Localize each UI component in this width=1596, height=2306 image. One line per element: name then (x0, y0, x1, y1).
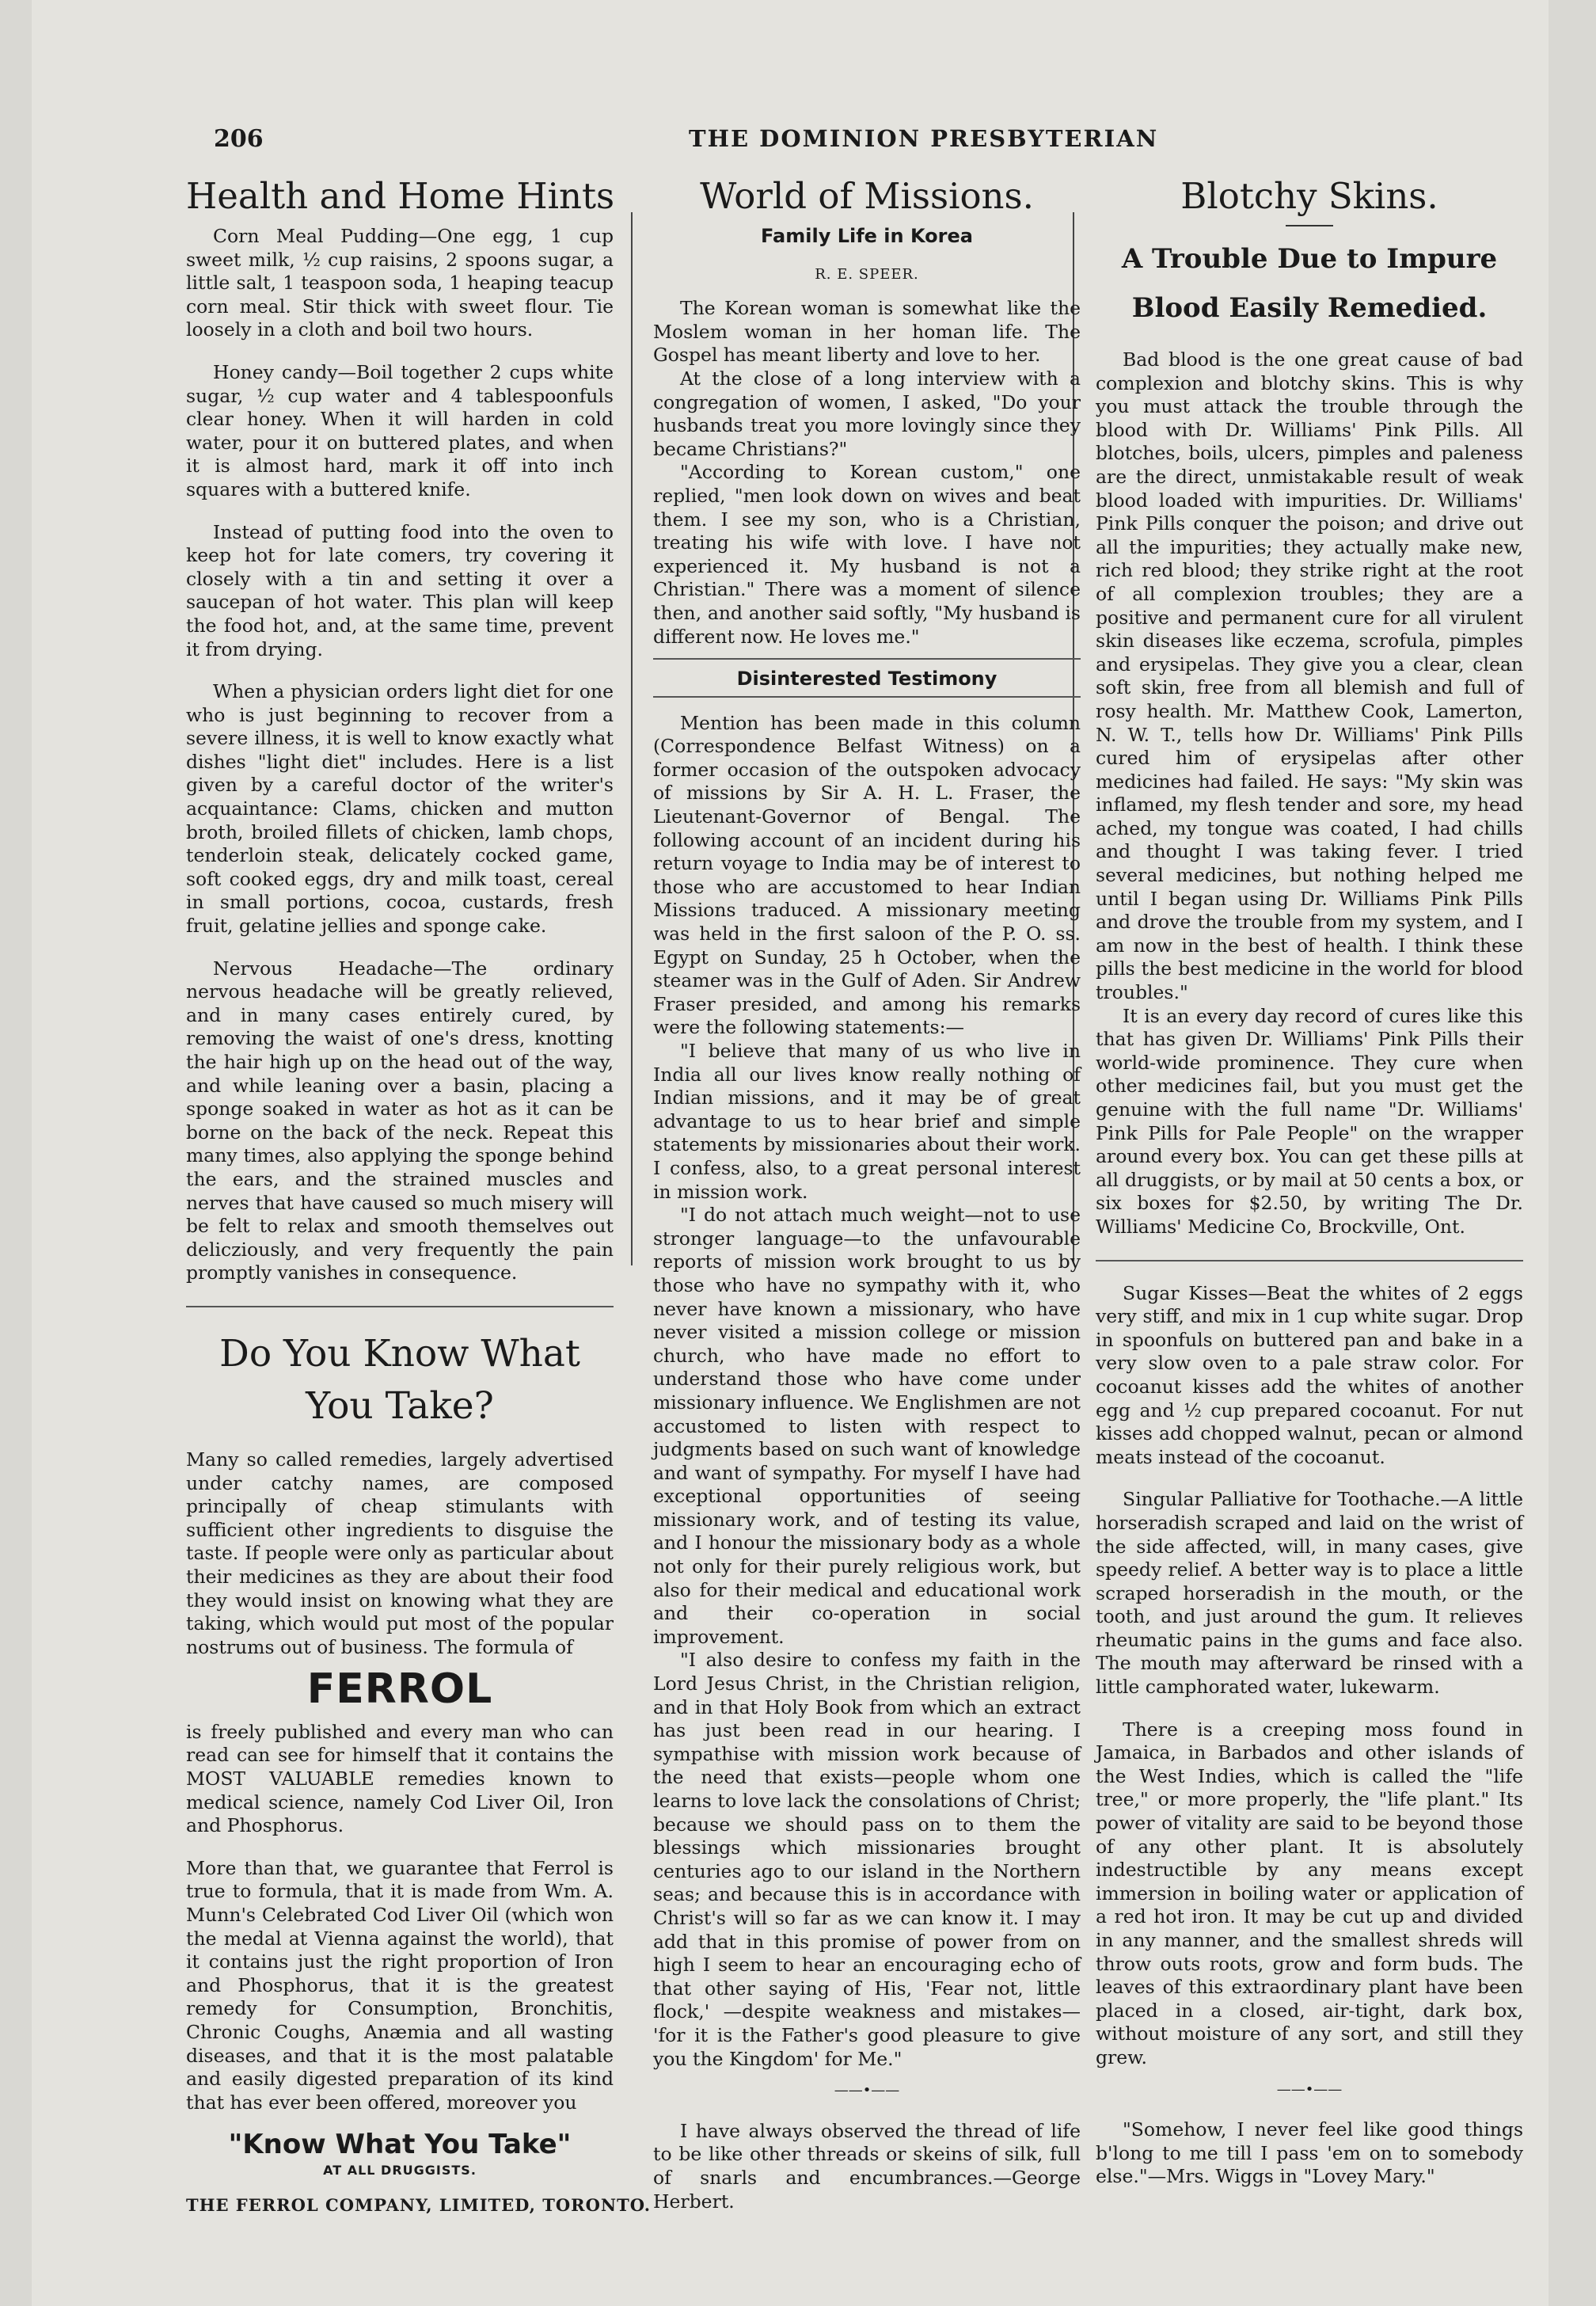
life-plant-paragraph: There is a creeping moss found in Jamaica, in Barbados and other islands of the West Indies, which is called the "life tree," or more properly, the "life plant." Its power of vitality are said to be beyond those of any other plant. It is absolutely indestructible by any means except immersion in boiling water or application of a red hot iron. It may be cut up and divided in any manner, and the smallest shreds will throw outs roots, grow and form buds. The leaves of this extraordinary plant have been placed in a closed, air-tight, dark box, without moisture of any sort, and still they grew. (1096, 1718, 1523, 2068)
short-rule (1286, 225, 1333, 226)
page-header (214, 125, 1159, 157)
ad-intro: Many so called remedies, largely advertised under catchy names, are composed principally of cheap stimulants with sufficient other ingredients to disguise the taste. If people were only as particular about their medicines as they are about their food they would insist on knowing what they are taking, which would put most of the popular nostrums out of business. The formula of (186, 1448, 614, 1658)
toothache-paragraph: Singular Palliative for Toothache.—A little horseradish scraped and laid on the wrist of the side affected, will, in many cases, give speedy relief. A better way is to place a little scraped horseradish in the mouth, or the tooth, and just around the gum. It relieves rheumatic pains in the gums and face also. The mouth may afterward be rinsed with a little camphorated water, lukewarm. (1096, 1488, 1523, 1699)
column-rule-left (631, 212, 633, 1265)
blood-subtitle-line-2: Blood Easily Remedied. (1131, 292, 1488, 324)
testimony-heading: Disinterested Testimony (736, 668, 998, 691)
column-blotchy-skins (1096, 174, 1523, 2208)
column-health (186, 174, 652, 2217)
family-paragraph-2: At the close of a long interview with a congregation of women, I asked, "Do your husbands treat you more lovingly since they became Christians?" (653, 367, 1081, 460)
pink-pills-paragraph-1: Bad blood is the one great cause of bad complexion and blotchy skins. This is why you must attack the trouble through the blood with Dr. Williams' Pink Pills. All blotches, boils, ulcers, pimples and paleness are the direct, unmistakable result of weak blood loaded with impurities. Dr. Williams' Pink Pills conquer the poison; and drive out all the impurities; they actually make new, rich red blood; they strike right at the root of all complexion troubles; they are a positive and permanent cure for all virulent skin diseases like eczema, scrofula, pimples and erysipelas. They give you a clear, clean soft skin, free from all blemish and full of rosy health. Mr. Matthew Cook, Lamerton, N. W. T., tells how Dr. Williams' Pink Pills cured him of erysipelas after other medicines had failed. He says: "My skin was inflamed, my flesh tender and sore, my head ached, my tongue was coated, I had chills and thought I was taking fever. I tried several medicines, but nothing helped me until I began using Dr. Williams Pink Pills and drove the trouble from my system, and I am now in the best of health. I think these pills the best medicine in the world for blood troubles." (1096, 348, 1523, 1004)
ad-body-2: More than that, we guarantee that Ferrol is true to formula, that it is made from Wm. A. Munn's Celebrated Cod Liver Oil (which won the medal at Vienna against the world), that it contains just the right proportion of Iron and Phosphorus, that it is the greatest remedy for Consumption, Bronchitis, Chronic Coughs, Anæmia and all wasting diseases, and that it is the most palatable and easily digested preparation of its kind that has ever been offered, moreover you (186, 1856, 614, 2114)
testimony-paragraph-4: "I also desire to confess my faith in the Lord Jesus Christ, in the Christian religion, and in that Holy Book from which an extract has just been read in our hearing. I sympathise with mission work because of the need that exists—people whom one learns to love lack the consolations of Christ; because we should pass on to them the blessings which missionaries brought centuries ago to our island in the Northern seas; and because this is in accordance with Christ's will so far as we can know it. I may add that in this promise of power from on high I seem to hear an encouraging echo of that other saying of His, 'Fear not, little flock,' —despite weakness and mistakes— 'for it is the Father's good pleasure to give you the Kingdom' for Me." (653, 1649, 1081, 2070)
nervous-headache-paragraph: Nervous Headache—The ordinary nervous headache will be greatly relieved, and in many cases entirely cured, by removing the waist of one's dress, knotting the hair high up on the head out of the way, and while leaning over a basin, placing a sponge soaked in water as hot as it can be borne on the back of the neck. Repeat this many times, also applying the sponge behind the ears, and the strained muscles and nerves that have caused so much misery will be felt to relax and smooth themselves out delicziously, and very frequently the pain promptly vanishes in consequence. (186, 957, 614, 1284)
ad-company: THE FERROL COMPANY, LIMITED, TORONTO. (186, 2194, 652, 2215)
testimony-paragraph-2: "I believe that many of us who live in India all our lives know really nothing of Indian missions, and it may be of great advantage to us to hear brief and simple statements by missionaries about their work. I confess, also, to a great personal interest in mission work. (653, 1040, 1081, 1203)
missions-title: World of Missions. (700, 175, 1034, 217)
blood-subtitle-line-1: A Trouble Due to Impure (1121, 243, 1498, 275)
blotchy-title: Blotchy Skins. (1180, 175, 1438, 217)
ornament-divider: ——•—— (1276, 2080, 1343, 2098)
corn-meal-paragraph: Corn Meal Pudding—One egg, 1 cup sweet milk, ½ cup raisins, 2 spoons sugar, a little salt, 1 teaspoon soda, 1 heaping teacup corn meal. Stir thick with sweet flour. Tie loosely in a cloth and boil two hours. (186, 225, 614, 341)
wiggs-quote: "Somehow, I never feel like good things b'long to me till I pass 'em on to somebody else."—Mrs. Wiggs in "Lovey Mary." (1096, 2118, 1523, 2188)
blood-subtitle (1096, 234, 1523, 333)
family-paragraph-1: The Korean woman is somewhat like the Moslem woman in her homan life. The Gospel has meant liberty and love to her. (653, 297, 1081, 367)
pink-pills-paragraph-2: It is an every day record of cures like this that has given Dr. Williams' Pink Pills their world-wide prominence. They cure when other medicines fail, but you must get the genuine with the full name "Dr. Williams' Pink Pills for Pale People" on the wrapper around every box. You can get these pills at all druggists, or by mail at 50 cents a box, or six boxes for $2.50, by writing The Dr. Williams' Medicine Co, Brockville, Ont. (1096, 1004, 1523, 1238)
light-diet-paragraph: When a physician orders light diet for one who is just beginning to recover from a severe illness, it is well to know exactly what dishes "light diet" includes. Here is a list given by a careful doctor of the writer's acquaintance: Clams, chicken and mutton broth, broiled fillets of chicken, lamb chops, tenderloin steak, delicately cocked game, soft cooked eggs, dry and milk toast, cereal in small portions, cocoa, custards, fresh fruit, gelatine jellies and sponge cake. (186, 680, 614, 938)
byline: R. E. SPEER. (815, 265, 919, 283)
ad-slogan: "Know What You Take" (228, 2129, 572, 2161)
column-missions (653, 174, 1081, 2232)
section-divider (653, 658, 1081, 660)
running-head: THE DOMINION PRESBYTERIAN (689, 125, 1159, 152)
ad-body-1: is freely published and every man who can read can see for himself that it contains the MOST VALUABLE remedies known to medical science, namely Cod Liver Oil, Iron and Phosphorus. (186, 1720, 614, 1837)
section-divider (1096, 1260, 1523, 1261)
family-life-heading: Family Life in Korea (761, 225, 973, 247)
section-divider (653, 696, 1081, 698)
section-divider (186, 1306, 614, 1307)
testimony-paragraph-3: "I do not attach much weight—not to use stronger language—to the unfavourable reports of mission work brought to us by those who have no sympathy with it, who never have known a missionary, who have never visited a mission college or mission church, who have made no effort to understand those who have come under missionary influence. We Englishmen are not accustomed to listen with respect to judgments based on such want of knowledge and want of sympathy. For myself I have had exceptional opportunities of seeing missionary work, and of testing its value, and I honour the missionary body as a whole not only for their purely religious work, but also for their medical and educational work and their co-operation in social improvement. (653, 1204, 1081, 1648)
sugar-kisses-paragraph: Sugar Kisses—Beat the whites of 2 eggs very stiff, and mix in 1 cup white sugar. Drop in spoonfuls on buttered pan and bake in a very slow oven to a pale straw color. For cocoanut kisses add the whites of another egg and ½ cup prepared cocoanut. For nut kisses add chopped walnut, pecan or almond meats instead of the cocoanut. (1096, 1281, 1523, 1468)
ad-title: Do You Know What You Take? (219, 1331, 580, 1428)
ornament-divider: ——•—— (834, 2082, 900, 2099)
ferrol-brand: FERROL (306, 1665, 493, 1714)
honey-candy-paragraph: Honey candy—Boil together 2 cups white sugar, ½ cup water and 4 tablespoonfuls clear honey. When it will harden in cold water, pour it on buttered plates, and when it is almost hard, mark it off into inch squares with a buttered knife. (186, 360, 614, 500)
newspaper-page (32, 0, 1548, 2306)
herbert-quote: I have always observed the thread of life to be like other threads or skeins of silk, full of snarls and encumbrances.—George Herbert. (653, 2119, 1081, 2213)
ad-druggists: AT ALL DRUGGISTS. (323, 2162, 477, 2178)
testimony-paragraph-1: Mention has been made in this column (Correspondence Belfast Witness) on a former occasion of the outspoken advocacy of missions by Sir A. H. L. Fraser, the Lieutenant-Governor of Bengal. The following account of an incident during his return voyage to India may be of interest to those who are accustomed to hear Indian Missions traduced. A missionary meeting was held in the first saloon of the P. O. ss. Egypt on Sunday, 25 h October, when the steamer was in the Gulf of Aden. Sir Andrew Fraser presided, and among his remarks were the following statements:— (653, 711, 1081, 1039)
keep-food-hot-paragraph: Instead of putting food into the oven to keep hot for late comers, try covering it closely with a tin and setting it over a saucepan of hot water. This plan will keep the food hot, and, at the same time, prevent it from drying. (186, 520, 614, 660)
health-title: Health and Home Hints (186, 175, 615, 217)
page-number: 206 (214, 125, 264, 153)
family-paragraph-3: "According to Korean custom," one replied, "men look down on wives and beat them. I see my son, who is a Christian, treating his wife with love. I have not experienced it. My husband is not a Christian." There was a moment of silence then, and another said softly, "My husband is different now. He loves me." (653, 461, 1081, 648)
